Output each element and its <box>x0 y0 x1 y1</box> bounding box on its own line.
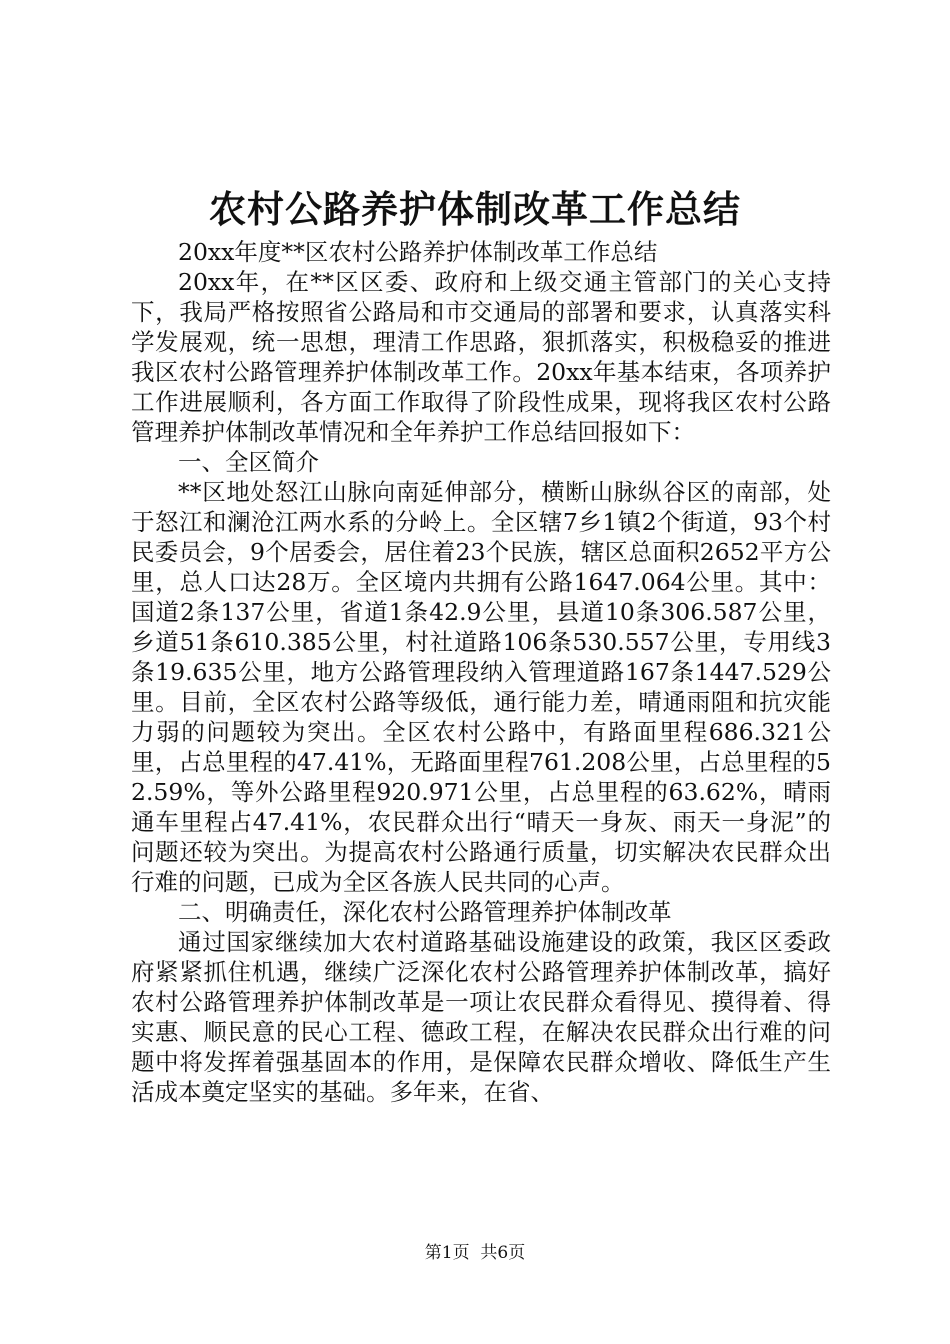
document-body <box>131 237 831 1107</box>
section-heading-2: 二、明确责任，深化农村公路管理养护体制改革 <box>178 898 672 926</box>
subtitle-paragraph: 20xx年度**区农村公路养护体制改革工作总结 <box>178 238 658 266</box>
page-number: 第1页 共6页 <box>424 1243 526 1263</box>
page-footer <box>0 1242 950 1264</box>
section-2-paragraph: 通过国家继续加大农村道路基础设施建设的政策，我区区委政府紧紧抓住机遇，继续广泛深化农村公路管理养护体制改革，搞好农村公路管理养护体制改革是一项让农民群众看得见、摸得着、得实惠、顺民意的民心工程、德政工程，在解决农民群众出行难的问题中将发挥着强基固本的作用，是保障农民群众增收、降低生产生活成本奠定坚实的基础。多年来，在省、 <box>131 928 831 1106</box>
section-heading-1: 一、全区简介 <box>178 448 319 476</box>
document-title: 农村公路养护体制改革工作总结 <box>209 187 741 231</box>
section-1-paragraph: **区地处怒江山脉向南延伸部分，横断山脉纵谷区的南部，处于怒江和澜沧江两水系的分岭上。全区辖7乡1镇2个街道，93个村民委员会，9个居委会，居住着23个民族，辖区总面积2652平方公里，总人口达28万。全区境内共拥有公路1647.064公里。其中：国道2条137公里，省道1条42.9公里，县道10条306.587公里，乡道51条610.385公里，村社道路106条530.557公里，专用线3条19.635公里，地方公路管理段纳入管理道路167条1447.529公里。目前，全区农村公路等级低，通行能力差，晴通雨阻和抗灾能力弱的问题较为突出。全区农村公路中，有路面里程686.321公里，占总里程的47.41%，无路面里程761.208公里，占总里程的52.59%，等外公路里程920.971公里，占总里程的63.62%，晴雨通车里程占47.41%，农民群众出行“晴天一身灰、雨天一身泥”的问题还较为突出。为提高农村公路通行质量，切实解决农民群众出行难的问题，已成为全区各族人民共同的心声。 <box>131 478 831 896</box>
intro-paragraph: 20xx年，在**区区委、政府和上级交通主管部门的关心支持下，我局严格按照省公路局和市交通局的部署和要求，认真落实科学发展观，统一思想，理清工作思路，狠抓落实，积极稳妥的推进我区农村公路管理养护体制改革工作。20xx年基本结束，各项养护工作进展顺利，各方面工作取得了阶段性成果，现将我区农村公路管理养护体制改革情况和全年养护工作总结回报如下： <box>131 268 831 446</box>
